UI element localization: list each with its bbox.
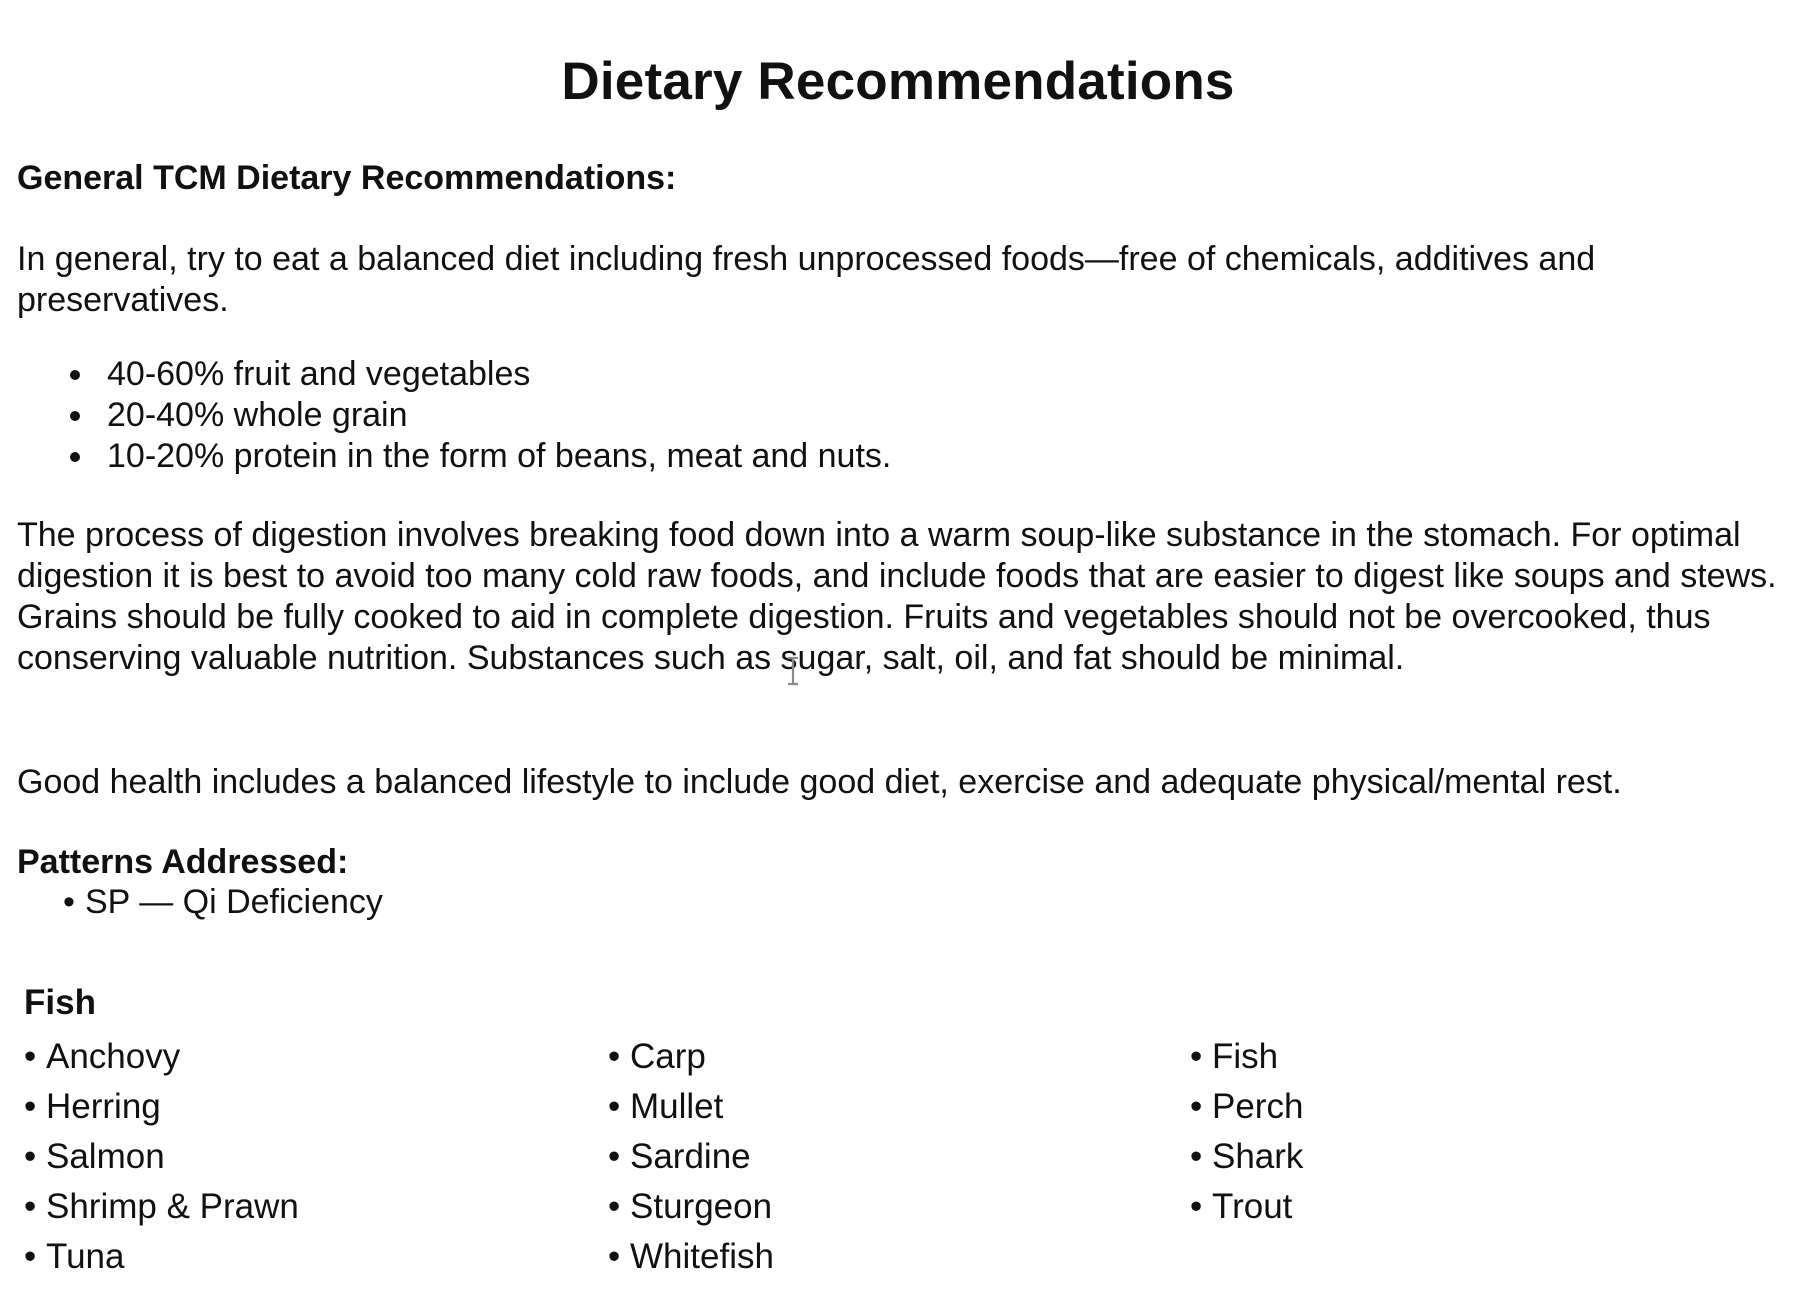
list-item: [1190, 1032, 1303, 1082]
list-item: [608, 1082, 774, 1132]
list-item: [608, 1232, 774, 1282]
bullet-icon: •: [608, 1187, 621, 1226]
bullet-icon: •: [63, 883, 75, 921]
bullet-icon: •: [24, 1087, 37, 1126]
bullet-icon: •: [1190, 1087, 1203, 1126]
bullet-icon: [70, 370, 80, 380]
fish-column-2: [608, 1032, 774, 1282]
list-item: [24, 1232, 299, 1282]
bullet-icon: •: [1190, 1187, 1203, 1226]
patterns-heading: Patterns Addressed:: [17, 843, 349, 881]
fish-item: Carp: [630, 1037, 706, 1076]
bullet-icon: •: [608, 1137, 621, 1176]
list-item: [608, 1182, 774, 1232]
fish-item: Anchovy: [46, 1037, 181, 1076]
fish-item: Sturgeon: [630, 1187, 773, 1226]
bullet-icon: •: [24, 1137, 37, 1176]
fish-item: Perch: [1212, 1087, 1304, 1126]
fish-item: Fish: [1212, 1037, 1279, 1076]
fish-heading: Fish: [24, 983, 96, 1022]
fish-item: Herring: [46, 1087, 161, 1126]
list-item: [1190, 1132, 1303, 1182]
list-item: [24, 1032, 299, 1082]
list-item: [17, 436, 891, 477]
pattern-item: [63, 882, 383, 922]
fish-item: Shark: [1212, 1137, 1304, 1176]
pattern-item-label: SP — Qi Deficiency: [85, 883, 383, 921]
list-item: [17, 354, 891, 395]
fish-item: Shrimp & Prawn: [46, 1187, 299, 1226]
page-title: Dietary Recommendations: [561, 52, 1235, 111]
bullet-icon: [70, 452, 80, 462]
list-item: [1190, 1182, 1303, 1232]
list-item: [24, 1132, 299, 1182]
fish-column-3: [1190, 1032, 1303, 1232]
fish-item: Sardine: [630, 1137, 751, 1176]
bullet-icon: •: [1190, 1137, 1203, 1176]
fish-item: Whitefish: [630, 1237, 774, 1276]
bullet-icon: •: [608, 1087, 621, 1126]
digestion-paragraph: The process of digestion involves breaking food down into a warm soup-like substance in the stomach. For optimal digestion it is best to avoid too many cold raw foods, and include foods that are easier to digest like soups and stews. Grains should be fully cooked to aid in complete digestion. Fruits and vegetables should not be overcooked, thus conserving valuable nutrition. Substances such as sugar, salt, oil, and fat should be minimal.: [17, 516, 1777, 677]
bullet-icon: •: [608, 1037, 621, 1076]
list-item: [608, 1132, 774, 1182]
text-cursor-icon: [785, 656, 801, 686]
bullet-icon: •: [24, 1037, 37, 1076]
list-item-text: 20-40% whole grain: [107, 396, 408, 434]
list-item: [1190, 1082, 1303, 1132]
fish-item: Tuna: [46, 1237, 125, 1276]
lifestyle-paragraph: Good health includes a balanced lifestyle to include good diet, exercise and adequate physical/mental rest.: [17, 763, 1622, 801]
bullet-icon: •: [1190, 1037, 1203, 1076]
list-item-text: 40-60% fruit and vegetables: [107, 355, 531, 393]
fish-item: Salmon: [46, 1137, 165, 1176]
list-item: [17, 395, 891, 436]
list-item: [608, 1032, 774, 1082]
proportion-list: [17, 354, 891, 477]
bullet-icon: [70, 411, 80, 421]
list-item: [24, 1182, 299, 1232]
intro-paragraph: In general, try to eat a balanced diet including fresh unprocessed foods—free of chemicals, additives and preservatives.: [17, 240, 1596, 319]
bullet-icon: •: [24, 1237, 37, 1276]
list-item: [24, 1082, 299, 1132]
general-heading: General TCM Dietary Recommendations:: [17, 159, 677, 197]
fish-item: Trout: [1212, 1187, 1293, 1226]
fish-column-1: [24, 1032, 299, 1282]
list-item-text: 10-20% protein in the form of beans, meat and nuts.: [107, 437, 892, 475]
bullet-icon: •: [608, 1237, 621, 1276]
fish-item: Mullet: [630, 1087, 724, 1126]
bullet-icon: •: [24, 1187, 37, 1226]
